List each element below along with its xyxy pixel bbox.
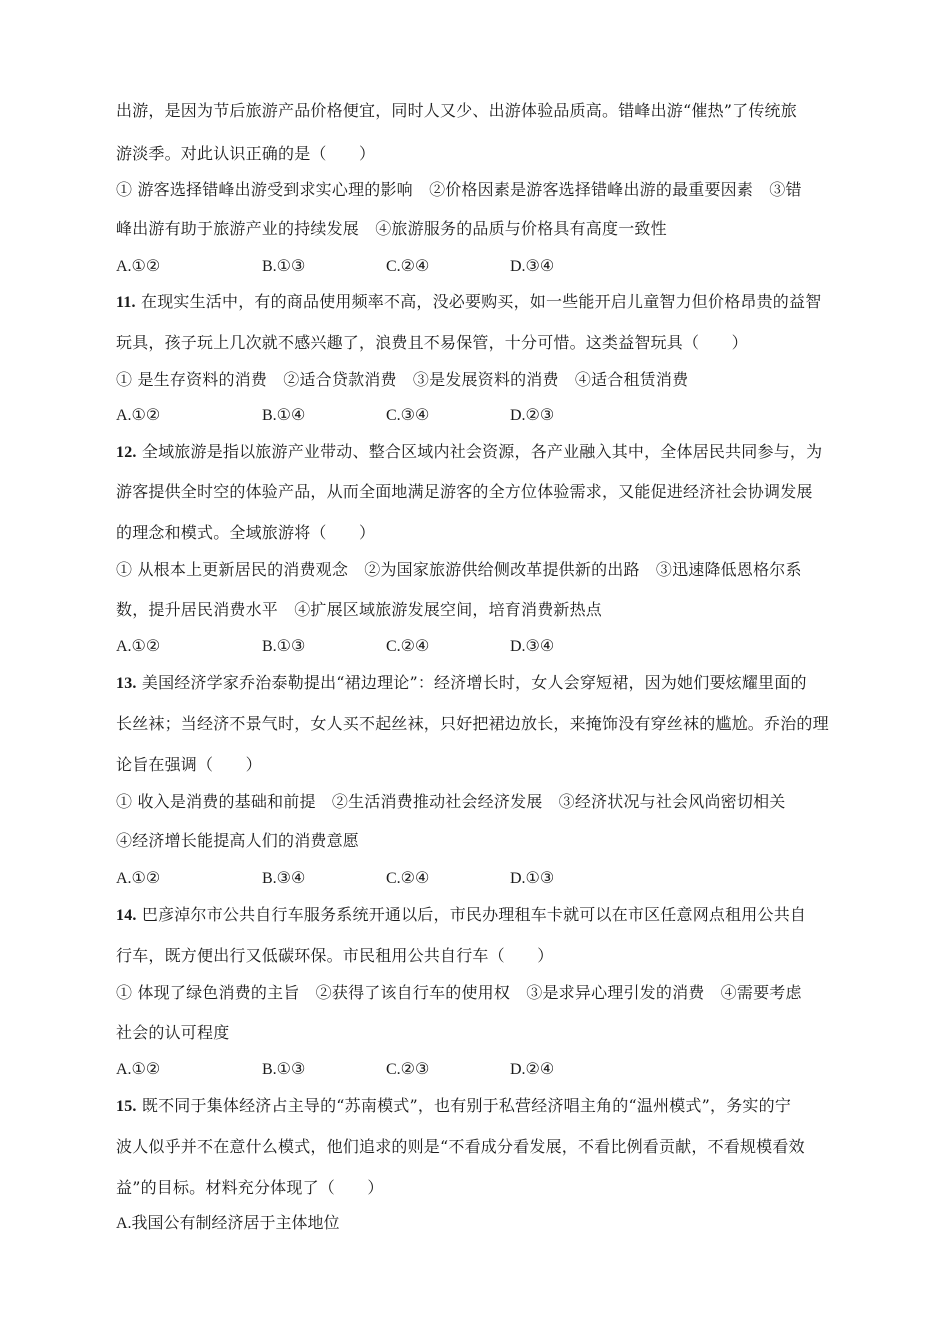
q15-line-2: 波人似乎并不在意什么模式，他们追求的则是“不看成分看发展，不看比例看贡献，不看规模看效	[116, 1137, 805, 1156]
q12-option-a: A.①②	[116, 638, 161, 655]
q12-line-3: 的理念和模式。全域旅游将（ ）	[116, 523, 376, 542]
q12-option-b: B.①③	[262, 638, 306, 655]
q10-option-b: B.①③	[262, 258, 306, 275]
q13-option-d: D.①③	[510, 870, 555, 887]
q12-text-1: 全域旅游是指以旅游产业带动、整合区域内社会资源，各产业融入其中，全体居民共同参与，为	[136, 442, 823, 461]
q15-line-3: 益”的目标。材料充分体现了（ ）	[116, 1178, 384, 1197]
q14-statements-1: ① 体现了绿色消费的主旨 ②获得了该自行车的使用权 ③是求异心理引发的消费 ④需要考虑	[116, 983, 802, 1002]
q11-text-1: 在现实生活中，有的商品使用频率不高，没必要购买，如一些能开启儿童智力但价格昂贵的益智	[135, 292, 822, 311]
q13-line-3: 论旨在强调（ ）	[116, 755, 262, 774]
q12-statements-1: ① 从根本上更新居民的消费观念 ②为国家旅游供给侧改革提供新的出路 ③迅速降低恩格尔系	[116, 560, 802, 579]
q10-statements-1: ① 游客选择错峰出游受到求实心理的影响 ②价格因素是游客选择错峰出游的最重要因素 ③错	[116, 180, 802, 199]
q14-option-b: B.①③	[262, 1061, 306, 1078]
q12-statements-2: 数，提升居民消费水平 ④扩展区域旅游发展空间，培育消费新热点	[116, 600, 603, 619]
q14-line-1	[116, 904, 806, 927]
q14-option-d: D.②④	[510, 1061, 555, 1078]
q11-option-a: A.①②	[116, 407, 161, 424]
q14-number: 14.	[116, 907, 137, 924]
q15-option-a: A.我国公有制经济居于主体地位	[116, 1215, 340, 1232]
q15-text-1: 既不同于集体经济占主导的“苏南模式”，也有别于私营经济唱主角的“温州模式”，务实的宁	[136, 1096, 792, 1115]
q10-option-d: D.③④	[510, 258, 555, 275]
q12-option-d: D.③④	[510, 638, 555, 655]
q13-line-2: 长丝袜；当经济不景气时，女人买不起丝袜，只好把裙边放长，来掩饰没有穿丝袜的尴尬。乔治的理	[116, 714, 829, 733]
q11-line-1	[116, 291, 821, 314]
q14-option-c: C.②③	[386, 1061, 430, 1078]
q13-option-a: A.①②	[116, 870, 161, 887]
q14-statements-2: 社会的认可程度	[116, 1023, 230, 1042]
q13-statements-1: ① 收入是消费的基础和前提 ②生活消费推动社会经济发展 ③经济状况与社会风尚密切相关	[116, 792, 786, 811]
q10-option-a: A.①②	[116, 258, 161, 275]
q13-option-b: B.③④	[262, 870, 306, 887]
q11-option-d: D.②③	[510, 407, 555, 424]
q11-line-2: 玩具，孩子玩上几次就不感兴趣了，浪费且不易保管，十分可惜。这类益智玩具（ ）	[116, 333, 748, 352]
q14-option-a: A.①②	[116, 1061, 161, 1078]
q13-line-1	[116, 672, 807, 695]
q10-option-c: C.②④	[386, 258, 430, 275]
q13-number: 13.	[116, 675, 137, 692]
q13-statements-2: ④经济增长能提高人们的消费意愿	[116, 831, 360, 850]
q11-statements-1: ① 是生存资料的消费 ②适合贷款消费 ③是发展资料的消费 ④适合租赁消费	[116, 370, 689, 389]
q13-text-1: 美国经济学家乔治泰勒提出“裙边理论”：经济增长时，女人会穿短裙，因为她们要炫耀里面的	[136, 673, 807, 692]
q12-option-c: C.②④	[386, 638, 430, 655]
q12-line-1	[116, 441, 822, 464]
q10-line-2: 游淡季。对此认识正确的是（ ）	[116, 144, 376, 163]
q15-number: 15.	[116, 1098, 137, 1115]
q11-option-b: B.①④	[262, 407, 306, 424]
q11-number: 11.	[116, 294, 136, 311]
q11-option-c: C.③④	[386, 407, 430, 424]
q14-text-1: 巴彦淖尔市公共自行车服务系统开通以后，市民办理租车卡就可以在市区任意网点租用公共自	[136, 905, 807, 924]
q13-option-c: C.②④	[386, 870, 430, 887]
q14-line-2: 行车，既方便出行又低碳环保。市民租用公共自行车（ ）	[116, 946, 554, 965]
q10-statements-2: 峰出游有助于旅游产业的持续发展 ④旅游服务的品质与价格具有高度一致性	[116, 219, 667, 238]
q10-line-1: 出游，是因为节后旅游产品价格便宜，同时人又少、出游体验品质高。错峰出游“催热”了传统旅	[116, 101, 797, 120]
q12-line-2: 游客提供全时空的体验产品，从而全面地满足游客的全方位体验需求，又能促进经济社会协调发展	[116, 482, 813, 501]
q15-line-1	[116, 1095, 791, 1118]
q12-number: 12.	[116, 444, 137, 461]
